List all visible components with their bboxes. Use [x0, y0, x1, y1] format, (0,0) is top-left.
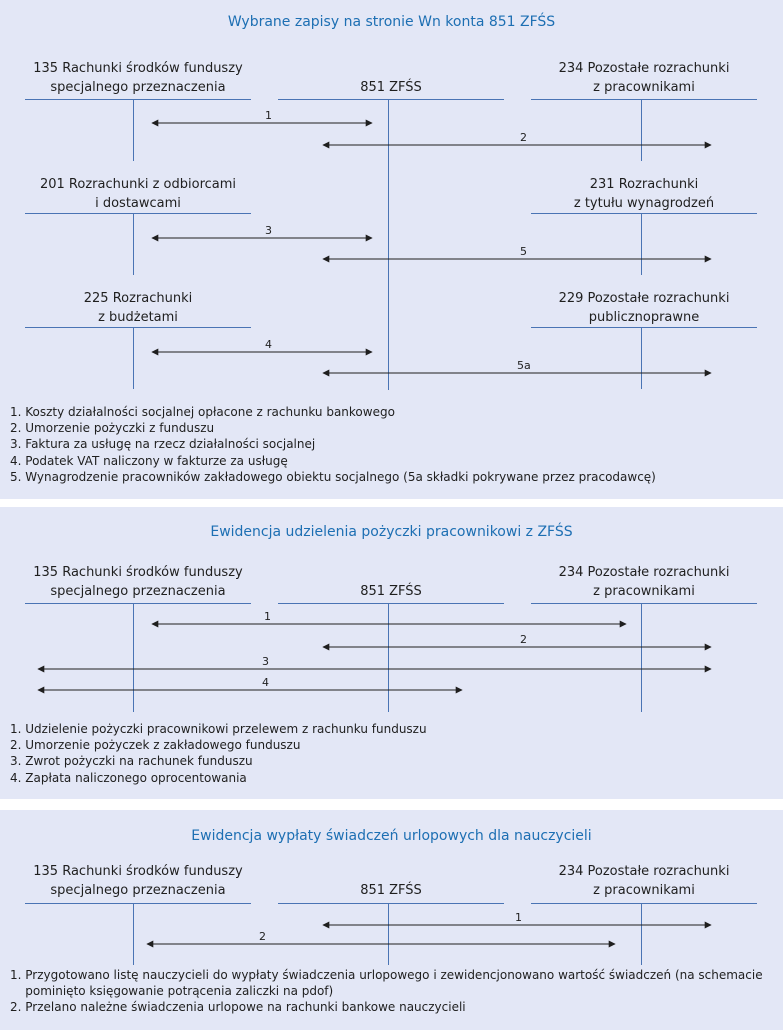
- legend-item: 1. Udzielenie pożyczki pracownikowi przelewem z rachunku funduszu: [10, 722, 427, 736]
- legend-item: 2. Umorzenie pożyczek z zakładowego funduszu: [10, 738, 301, 753]
- legend: [10, 721, 427, 786]
- account-135-name-line2: specjalnego przeznaczenia: [50, 80, 226, 95]
- legend: [10, 404, 656, 485]
- account-234-name-line2: z pracownikami: [593, 80, 695, 95]
- account-234-name-line2: z pracownikami: [593, 883, 695, 898]
- legend-item: 1. Koszty działalności socjalnej opłacone z rachunku bankowego: [10, 405, 395, 419]
- legend-item: 4. Podatek VAT naliczony w fakturze za usługę: [10, 453, 288, 468]
- legend-item: 1. Przygotowano listę nauczycieli do wypłaty świadczenia urlopowego i zewidencjonowano wartość świadczeń (na schemacie: [10, 968, 763, 982]
- panel-title: Ewidencja udzielenia pożyczki pracownikowi z ZFŚS: [210, 524, 573, 540]
- account-851-label: 851 ZFŚS: [360, 584, 422, 599]
- legend-item: 2. Przelano należne świadczenia urlopowe na rachunki bankowe nauczycieli: [10, 1000, 466, 1015]
- account-229-name-line1: 229 Pozostałe rozrachunki: [558, 291, 730, 306]
- arrow-2-label: 2: [259, 930, 266, 943]
- account-135-name-line2: specjalnego przeznaczenia: [50, 584, 226, 599]
- account-201-name-line1: 201 Rozrachunki z odbiorcami: [39, 177, 237, 192]
- account-231-name-line1: 231 Rozrachunki: [589, 177, 699, 192]
- arrow-5-label: 5: [520, 245, 527, 258]
- account-135-name-line2: specjalnego przeznaczenia: [50, 883, 226, 898]
- panel-loan: [0, 507, 783, 799]
- account-135-name-line1: 135 Rachunki środków funduszy: [33, 864, 243, 879]
- legend-item: 3. Zwrot pożyczki na rachunek funduszu: [10, 754, 253, 769]
- legend-item: 4. Zapłata naliczonego oprocentowania: [10, 770, 247, 785]
- arrow-1-label: 1: [515, 911, 522, 924]
- arrow-5a-label: 5a: [517, 359, 531, 372]
- account-851-label: 851 ZFŚS: [360, 80, 422, 95]
- arrow-3-label: 3: [262, 655, 269, 668]
- arrow-1-label: 1: [264, 610, 271, 623]
- account-229-name-line2: publicznoprawne: [588, 310, 700, 325]
- account-225-name-line1: 225 Rozrachunki: [83, 291, 193, 306]
- account-135-name-line1: 135 Rachunki środków funduszy: [33, 565, 243, 580]
- arrow-2-label: 2: [520, 633, 527, 646]
- account-234-name-line1: 234 Pozostałe rozrachunki: [558, 61, 730, 76]
- legend: [10, 967, 763, 1016]
- arrow-2-label: 2: [520, 131, 527, 144]
- account-851-label: 851 ZFŚS: [360, 883, 422, 898]
- arrow-4-label: 4: [265, 338, 272, 351]
- legend-item: 5. Wynagrodzenie pracowników zakładowego obiektu socjalnego (5a składki pokrywane przez pracodawcę): [10, 469, 656, 484]
- account-234-name-line2: z pracownikami: [593, 584, 695, 599]
- panel-wn-851: [0, 0, 783, 499]
- legend-item: pominięto księgowanie potrącenia zaliczki na pdof): [10, 984, 334, 999]
- legend-item: 3. Faktura za usługę na rzecz działalności socjalnej: [10, 437, 316, 452]
- legend-item: 2. Umorzenie pożyczki z funduszu: [10, 421, 215, 436]
- arrow-4-label: 4: [262, 676, 269, 689]
- panel-title: Wybrane zapisy na stronie Wn konta 851 ZFŚS: [227, 14, 556, 30]
- account-231-name-line2: z tytułu wynagrodzeń: [573, 196, 715, 211]
- account-201-name-line2: i dostawcami: [95, 196, 181, 211]
- account-135-name-line1: 135 Rachunki środków funduszy: [33, 61, 243, 76]
- arrow-3-label: 3: [265, 224, 272, 237]
- account-234-name-line1: 234 Pozostałe rozrachunki: [558, 565, 730, 580]
- arrow-1-label: 1: [265, 109, 272, 122]
- account-225-name-line2: z budżetami: [98, 310, 178, 325]
- account-234-name-line1: 234 Pozostałe rozrachunki: [558, 864, 730, 879]
- panel-holiday-benefits: [0, 810, 783, 1030]
- panel-title: Ewidencja wypłaty świadczeń urlopowych dla nauczycieli: [191, 828, 592, 844]
